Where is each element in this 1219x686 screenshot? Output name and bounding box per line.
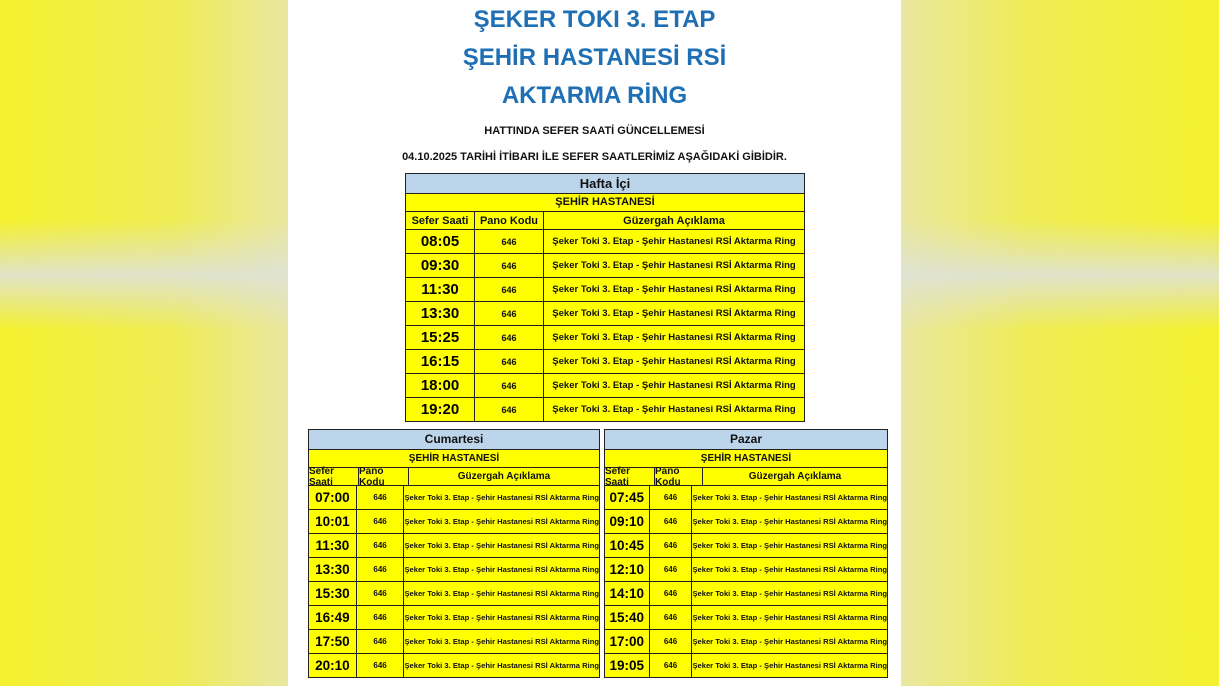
column-header-route: Güzergah Açıklama — [457, 471, 551, 482]
sunday-column-headers — [605, 465, 887, 488]
schedule-row — [605, 582, 887, 606]
schedule-row — [406, 398, 804, 421]
saturday-column-headers — [309, 465, 599, 488]
panel-code: 646 — [357, 486, 405, 509]
route-description: Şeker Toki 3. Etap - Şehir Hastanesi RSİ Aktarma Ring — [404, 565, 599, 574]
background-left — [0, 0, 288, 686]
route-description: Şeker Toki 3. Etap - Şehir Hastanesi RSİ Aktarma Ring — [692, 541, 887, 550]
panel-code: 646 — [475, 326, 544, 349]
departure-time: 13:30 — [309, 558, 357, 581]
departure-time: 19:20 — [406, 398, 475, 421]
departure-time: 13:30 — [406, 302, 475, 325]
panel-code: 646 — [357, 534, 405, 557]
route-description: Şeker Toki 3. Etap - Şehir Hastanesi RSİ Aktarma Ring — [552, 236, 796, 247]
schedule-row — [605, 606, 887, 630]
panel-code: 646 — [357, 654, 405, 677]
panel-code: 646 — [475, 350, 544, 373]
panel-code: 646 — [475, 398, 544, 421]
schedule-row — [605, 630, 887, 654]
schedule-row — [309, 630, 599, 654]
route-description: Şeker Toki 3. Etap - Şehir Hastanesi RSİ Aktarma Ring — [404, 661, 599, 670]
panel-code: 646 — [357, 510, 405, 533]
departure-time: 11:30 — [309, 534, 357, 557]
column-header-code: Pano Kodu — [475, 212, 544, 229]
schedule-row — [605, 558, 887, 582]
background-right — [901, 0, 1219, 686]
route-description: Şeker Toki 3. Etap - Şehir Hastanesi RSİ Aktarma Ring — [692, 565, 887, 574]
panel-code: 646 — [475, 278, 544, 301]
schedule-row — [406, 326, 804, 350]
schedule-row — [309, 582, 599, 606]
departure-time: 18:00 — [406, 374, 475, 397]
column-header-time: Sefer Saati — [605, 468, 655, 485]
panel-code: 646 — [357, 630, 405, 653]
departure-time: 15:40 — [605, 606, 650, 629]
route-description: Şeker Toki 3. Etap - Şehir Hastanesi RSİ Aktarma Ring — [404, 517, 599, 526]
departure-time: 09:30 — [406, 254, 475, 277]
departure-time: 09:10 — [605, 510, 650, 533]
departure-time: 16:49 — [309, 606, 357, 629]
panel-code: 646 — [357, 582, 405, 605]
sunday-schedule-table — [604, 429, 888, 678]
panel-code: 646 — [650, 510, 693, 533]
route-description: Şeker Toki 3. Etap - Şehir Hastanesi RSİ Aktarma Ring — [552, 284, 796, 295]
departure-time: 07:00 — [309, 486, 357, 509]
saturday-schedule-table — [308, 429, 600, 678]
route-description: Şeker Toki 3. Etap - Şehir Hastanesi RSİ Aktarma Ring — [552, 380, 796, 391]
departure-time: 15:30 — [309, 582, 357, 605]
saturday-title: Cumartesi — [309, 430, 599, 450]
title-line-1: ŞEKER TOKI 3. ETAP — [473, 6, 716, 33]
column-header-code: Pano Kodu — [359, 468, 409, 485]
route-description: Şeker Toki 3. Etap - Şehir Hastanesi RSİ Aktarma Ring — [692, 661, 887, 670]
departure-time: 16:15 — [406, 350, 475, 373]
panel-code: 646 — [650, 534, 693, 557]
departure-time: 20:10 — [309, 654, 357, 677]
departure-time: 17:50 — [309, 630, 357, 653]
departure-time: 08:05 — [406, 230, 475, 253]
route-description: Şeker Toki 3. Etap - Şehir Hastanesi RSİ Aktarma Ring — [404, 589, 599, 598]
schedule-row — [309, 486, 599, 510]
schedule-row — [309, 558, 599, 582]
departure-time: 19:05 — [605, 654, 650, 677]
saturday-stop-name: ŞEHİR HASTANESİ — [309, 450, 599, 468]
column-header-route: Güzergah Açıklama — [748, 471, 842, 482]
schedule-row — [309, 606, 599, 630]
route-description: Şeker Toki 3. Etap - Şehir Hastanesi RSİ Aktarma Ring — [552, 404, 796, 415]
column-header-route: Güzergah Açıklama — [623, 214, 725, 227]
route-description: Şeker Toki 3. Etap - Şehir Hastanesi RSİ Aktarma Ring — [552, 356, 796, 367]
title-line-2: ŞEHİR HASTANESİ RSİ — [462, 44, 727, 71]
column-header-code: Pano Kodu — [655, 468, 703, 485]
panel-code: 646 — [650, 558, 693, 581]
departure-time: 07:45 — [605, 486, 650, 509]
route-description: Şeker Toki 3. Etap - Şehir Hastanesi RSİ Aktarma Ring — [692, 493, 887, 502]
weekday-stop-name: ŞEHİR HASTANESİ — [406, 194, 804, 212]
panel-code: 646 — [357, 606, 405, 629]
panel-code: 646 — [650, 630, 693, 653]
panel-code: 646 — [475, 302, 544, 325]
schedule-row — [605, 654, 887, 677]
panel-code: 646 — [475, 230, 544, 253]
route-description: Şeker Toki 3. Etap - Şehir Hastanesi RSİ Aktarma Ring — [552, 260, 796, 271]
route-description: Şeker Toki 3. Etap - Şehir Hastanesi RSİ Aktarma Ring — [692, 517, 887, 526]
panel-code: 646 — [475, 254, 544, 277]
schedule-row — [406, 302, 804, 326]
panel-code: 646 — [650, 654, 693, 677]
departure-time: 11:30 — [406, 278, 475, 301]
route-description: Şeker Toki 3. Etap - Şehir Hastanesi RSİ Aktarma Ring — [552, 332, 796, 343]
schedule-row — [309, 534, 599, 558]
route-description: Şeker Toki 3. Etap - Şehir Hastanesi RSİ Aktarma Ring — [552, 308, 796, 319]
weekday-title: Hafta İçi — [406, 174, 804, 194]
route-description: Şeker Toki 3. Etap - Şehir Hastanesi RSİ Aktarma Ring — [692, 613, 887, 622]
route-description: Şeker Toki 3. Etap - Şehir Hastanesi RSİ Aktarma Ring — [404, 637, 599, 646]
route-description: Şeker Toki 3. Etap - Şehir Hastanesi RSİ Aktarma Ring — [404, 493, 599, 502]
departure-time: 15:25 — [406, 326, 475, 349]
schedule-row — [406, 374, 804, 398]
departure-time: 12:10 — [605, 558, 650, 581]
schedule-row — [605, 486, 887, 510]
route-description: Şeker Toki 3. Etap - Şehir Hastanesi RSİ Aktarma Ring — [692, 637, 887, 646]
column-header-time: Sefer Saati — [309, 468, 359, 485]
subtitle-date: 04.10.2025 TARİHİ İTİBARI İLE SEFER SAATLERİMİZ AŞAĞIDAKİ GİBİDİR. — [402, 151, 787, 163]
panel-code: 646 — [357, 558, 405, 581]
weekday-column-headers — [406, 212, 804, 230]
schedule-document — [288, 0, 901, 686]
schedule-row — [406, 230, 804, 254]
sunday-stop-name: ŞEHİR HASTANESİ — [605, 450, 887, 468]
panel-code: 646 — [475, 374, 544, 397]
sunday-title: Pazar — [605, 430, 887, 450]
schedule-row — [406, 350, 804, 374]
route-description: Şeker Toki 3. Etap - Şehir Hastanesi RSİ Aktarma Ring — [404, 541, 599, 550]
panel-code: 646 — [650, 486, 693, 509]
panel-code: 646 — [650, 582, 693, 605]
weekday-schedule-table — [405, 173, 805, 422]
schedule-row — [309, 510, 599, 534]
route-description: Şeker Toki 3. Etap - Şehir Hastanesi RSİ Aktarma Ring — [692, 589, 887, 598]
subtitle-update: HATTINDA SEFER SAATİ GÜNCELLEMESİ — [484, 125, 705, 137]
departure-time: 14:10 — [605, 582, 650, 605]
route-description: Şeker Toki 3. Etap - Şehir Hastanesi RSİ Aktarma Ring — [404, 613, 599, 622]
column-header-time: Sefer Saati — [406, 212, 475, 229]
departure-time: 17:00 — [605, 630, 650, 653]
schedule-row — [406, 254, 804, 278]
schedule-row — [605, 534, 887, 558]
schedule-row — [605, 510, 887, 534]
departure-time: 10:45 — [605, 534, 650, 557]
panel-code: 646 — [650, 606, 693, 629]
schedule-row — [406, 278, 804, 302]
title-line-3: AKTARMA RİNG — [501, 82, 688, 109]
schedule-row — [309, 654, 599, 677]
departure-time: 10:01 — [309, 510, 357, 533]
